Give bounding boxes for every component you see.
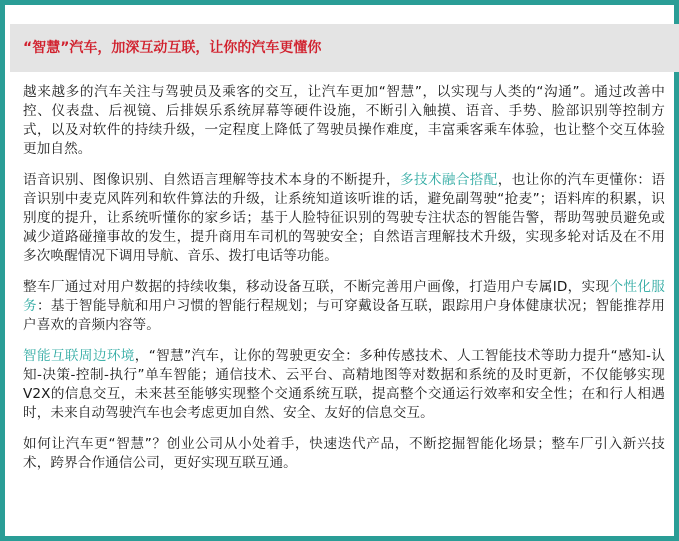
article-title: “智慧”汽车，加深互动互联，让你的汽车更懂你 <box>23 40 322 56</box>
title-bar <box>10 24 679 72</box>
paragraph-text: 如何让汽车更“智慧”？创业公司从小处着手，快速迭代产品，不断挖掘智能化场景；整车厂引入新兴技术，跨界合作通信公司，更好实现互联互通。 <box>23 436 665 471</box>
paragraph-text: 越来越多的汽车关注与驾驶员及乘客的交互，让汽车更加“智慧”，以实现与人类的“沟通”。通过改善中控、仪表盘、后视镜、后排娱乐系统屏幕等硬件设施，不断引入触摸、语音、手势、脸部识别等控制方式，以及对软件的持续升级，一定程度上降低了驾驶员操作难度，丰富乘客乘车体验，也让整个交互体验更加自然。 <box>23 84 665 157</box>
paragraph-5 <box>23 435 665 473</box>
article-body <box>23 83 665 485</box>
highlight-phrase: 智能互联周边环境 <box>23 348 135 364</box>
paragraph-text: ：基于智能导航和用户习惯的智能行程规划；与可穿戴设备互联，跟踪用户身体健康状况；智能推荐用户喜欢的音频内容等。 <box>23 298 665 333</box>
paragraph-text: 语音识别、图像识别、自然语言理解等技术本身的不断提升， <box>23 172 400 188</box>
paragraph-text: ，也让你的汽车更懂你：语音识别中麦克风阵列和软件算法的升级，让系统知道该听谁的话，避免副驾驶“抢麦”；语料库的积累，识别度的提升，让系统听懂你的家乡话；基于人脸特征识别的驾驶专注状态的智能告警，帮助驾驶员避免或减少道路碰撞事故的发生，提升商用车司机的驾驶安全；自然语言理解技术升级，实现多轮对话及在不用多次唤醒情况下调用导航、音乐、拨打电话等功能。 <box>23 172 666 264</box>
highlight-phrase: 多技术融合搭配 <box>399 172 498 188</box>
paragraph-2 <box>23 171 665 266</box>
paragraph-4 <box>23 347 665 423</box>
paragraph-1 <box>23 83 665 159</box>
paragraph-3 <box>23 278 665 335</box>
paragraph-text: 整车厂通过对用户数据的持续收集，移动设备互联，不断完善用户画像，打造用户专属ID，实现 <box>23 279 610 295</box>
highlight-phrase: 个性化服务 <box>23 279 665 314</box>
paragraph-text: ，“智慧”汽车，让你的驾驶更安全：多种传感技术、人工智能技术等助力提升“感知-认知-决策-控制-执行”单车智能；通信技术、云平台、高精地图等对数据和系统的及时更新，不仅能够实现V2X的信息交互，未来甚至能够实现整个交通系统互联，提高整个交通运行效率和安全性；在和行人相遇时，未来自动驾驶汽车也会考虑更加自然、安全、友好的信息交互。 <box>23 348 665 421</box>
